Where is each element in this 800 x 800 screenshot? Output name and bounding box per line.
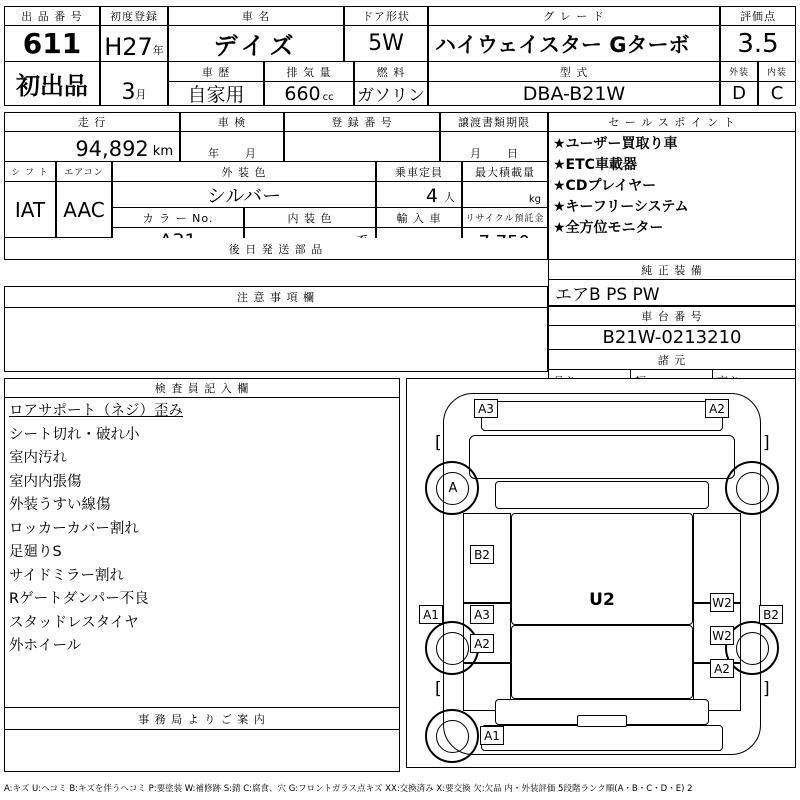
- chassis-number-value: B21W-0213210: [548, 326, 796, 350]
- car-name-value: デイズ: [168, 26, 344, 62]
- inspection-line: ロッカーカバー割れ: [9, 520, 139, 537]
- displacement-unit: cc: [322, 92, 334, 103]
- shift-value: IAT: [4, 182, 56, 238]
- first-registration-label: 初度登録: [100, 6, 168, 26]
- registration-number-label: 登 録 番 号: [284, 112, 440, 132]
- bracket-left-rear: [: [435, 679, 442, 699]
- right-front-door: [693, 513, 741, 603]
- chassis-number-label: 車 台 番 号: [548, 306, 796, 326]
- score-label: 評価点: [720, 6, 796, 26]
- mileage-value: 94,892: [75, 137, 149, 161]
- inspection-line: Rゲートダンパー不良: [9, 591, 149, 607]
- transfer-doc-value-cell: [440, 132, 548, 162]
- notes-area: [4, 308, 548, 372]
- notes-label: 注 意 事 項 欄: [4, 286, 548, 308]
- max-load-label: 最大積載量: [462, 162, 548, 182]
- inspection-line: シート切れ・破れ小: [9, 426, 140, 443]
- lot-number-value: 611: [4, 26, 100, 62]
- bracket-right-rear: ]: [763, 679, 770, 699]
- exterior-color-value: シルバー: [112, 182, 376, 208]
- inspection-line: サイドミラー割れ: [9, 567, 124, 584]
- first-registration-value-cell: [100, 26, 168, 62]
- wheel-front-right: [725, 461, 779, 515]
- first-registration-value: H27: [104, 33, 153, 61]
- transfer-doc-label: 譲渡書類期限: [440, 112, 548, 132]
- inspection-line: ロアサポート（ネジ）歪み: [9, 403, 183, 419]
- sales-point-label: セ ー ル ス ポ イ ン ト: [548, 112, 796, 132]
- inspection-line: 外ホイール: [9, 638, 82, 654]
- damage-mark-u2-center: U2: [589, 590, 615, 610]
- fuel-label: 燃 料: [354, 62, 428, 82]
- inspection-line: スタッドレスタイヤ: [9, 614, 139, 631]
- seats-unit: 人: [444, 191, 455, 204]
- interior-grade-value: C: [758, 82, 796, 106]
- later-shipping-parts-label: 後 日 発 送 部 品: [4, 238, 548, 260]
- rear-bumper: [481, 725, 723, 751]
- import-label: 輸 入 車: [376, 208, 462, 228]
- registration-month-cell: [100, 62, 168, 106]
- hood: [469, 435, 735, 479]
- seats-value-cell: [376, 182, 462, 208]
- history-value: 自家用: [168, 82, 264, 106]
- model-code-value: DBA-B21W: [428, 82, 720, 106]
- shaken-value-cell: [180, 132, 284, 162]
- windshield: [495, 481, 709, 509]
- interior-grade-label: 内装: [758, 62, 796, 82]
- genuine-equipment-label: 純 正 装 備: [548, 260, 796, 280]
- shaken-year-unit: 年: [208, 147, 219, 160]
- inspector-notes-area: [4, 398, 400, 708]
- recycle-fee-label: リサイクル預託金: [462, 208, 548, 228]
- damage-mark-a-front-left-wheel: A: [448, 480, 458, 496]
- inspection-line: 外装うすい線傷: [9, 497, 111, 513]
- damage-mark-a3-top-left: A3: [474, 399, 498, 418]
- transfer-day-unit: 日: [507, 147, 518, 160]
- damage-mark-b2-left: B2: [470, 545, 494, 564]
- max-load-unit: kg: [528, 194, 541, 205]
- registration-month-unit: 月: [135, 88, 147, 101]
- registration-number-value: [284, 132, 440, 162]
- lot-number-label: 出 品 番 号: [4, 6, 100, 26]
- damage-mark-b2-right: B2: [759, 605, 783, 624]
- sales-point-item: ★ETC車載器: [553, 157, 637, 173]
- grade-label: グ レ ー ド: [428, 6, 720, 26]
- history-label: 車 歴: [168, 62, 264, 82]
- damage-mark-a1-bottom: A1: [480, 726, 504, 745]
- displacement-value-cell: [264, 82, 354, 106]
- rear-cabin-panel: [511, 625, 693, 699]
- sales-point-item: ★全方位モニター: [553, 220, 664, 236]
- car-name-label: 車 名: [168, 6, 344, 26]
- inspector-notes-label: 検 査 員 記 入 欄: [4, 378, 400, 398]
- first-registration-unit: 年: [152, 44, 164, 57]
- dimensions-label: 諸 元: [548, 350, 796, 370]
- inspection-line: 室内内張傷: [9, 473, 82, 490]
- door-shape-label: ドア形状: [344, 6, 428, 26]
- score-value: 3.5: [720, 26, 796, 62]
- sales-point-list: [548, 132, 796, 260]
- exterior-grade-label: 外装: [720, 62, 758, 82]
- aircon-label: エアコン: [56, 162, 112, 182]
- registration-month-value: 3: [121, 80, 136, 105]
- exterior-color-label: 外 装 色: [112, 162, 376, 182]
- seats-value: 4: [425, 185, 438, 207]
- damage-mark-a1-left: A1: [419, 605, 443, 624]
- office-note-label: 事 務 局 よ り ご 案 内: [4, 708, 400, 730]
- front-bumper: [481, 401, 723, 431]
- inspection-line: 室内汚れ: [9, 450, 67, 466]
- seats-label: 乗車定員: [376, 162, 462, 182]
- genuine-equipment-value: エアB PS PW: [548, 280, 796, 306]
- door-shape-value: 5W: [344, 26, 428, 62]
- fuel-value: ガソリン: [354, 82, 428, 106]
- mileage-value-cell: [4, 132, 180, 162]
- damage-mark-a2-top-right: A2: [705, 399, 729, 418]
- sales-point-item: ★キーフリーシステム: [553, 199, 689, 215]
- bracket-left-front: [: [435, 433, 442, 453]
- mileage-unit: km: [152, 144, 173, 159]
- legend-footnote: A:キズ U:ヘコミ B:キズを伴うヘコミ P:要塗装 W:補修跡 S:錆 C:腐食、穴 G:フロントガラス点キズ XX:交換済み X:要交換 欠:欠品 内・外装評価 5段階ランク順(A・B・C・D・E) 2: [4, 784, 693, 794]
- grade-value: ハイウェイスター Gターボ: [428, 26, 720, 62]
- damage-mark-w2-right-lower: W2: [710, 626, 734, 645]
- transfer-month-unit: 月: [470, 147, 481, 160]
- inspection-line: 足廻りS: [9, 544, 62, 560]
- damage-mark-a2-right-lower: A2: [710, 659, 734, 678]
- bracket-right-front: ]: [763, 433, 770, 453]
- first-sale-badge: 初出品: [4, 62, 100, 106]
- office-note-area: [4, 730, 400, 772]
- max-load-value-cell: [462, 182, 548, 208]
- damage-mark-w2-right-upper: W2: [710, 593, 734, 612]
- model-code-label: 型 式: [428, 62, 720, 82]
- sales-point-item: ★CDプレイヤー: [553, 178, 657, 194]
- color-number-label: カ ラ ー No.: [112, 208, 244, 228]
- displacement-label: 排 気 量: [264, 62, 354, 82]
- damage-mark-a3-left-lower: A3: [470, 605, 494, 624]
- wheel-spare: [425, 709, 479, 763]
- damage-mark-a2-left-lower: A2: [470, 634, 494, 653]
- license-plate: [577, 715, 627, 727]
- aircon-value: AAC: [56, 182, 112, 238]
- car-damage-diagram: [406, 378, 796, 768]
- displacement-value: 660: [284, 83, 321, 105]
- shaken-label: 車 検: [180, 112, 284, 132]
- shift-label: シ フ ト: [4, 162, 56, 182]
- mileage-label: 走 行: [4, 112, 180, 132]
- interior-color-label: 内 装 色: [244, 208, 376, 228]
- shaken-month-unit: 月: [245, 147, 256, 160]
- exterior-grade-value: D: [720, 82, 758, 106]
- sales-point-item: ★ユーザー買取り車: [553, 136, 678, 152]
